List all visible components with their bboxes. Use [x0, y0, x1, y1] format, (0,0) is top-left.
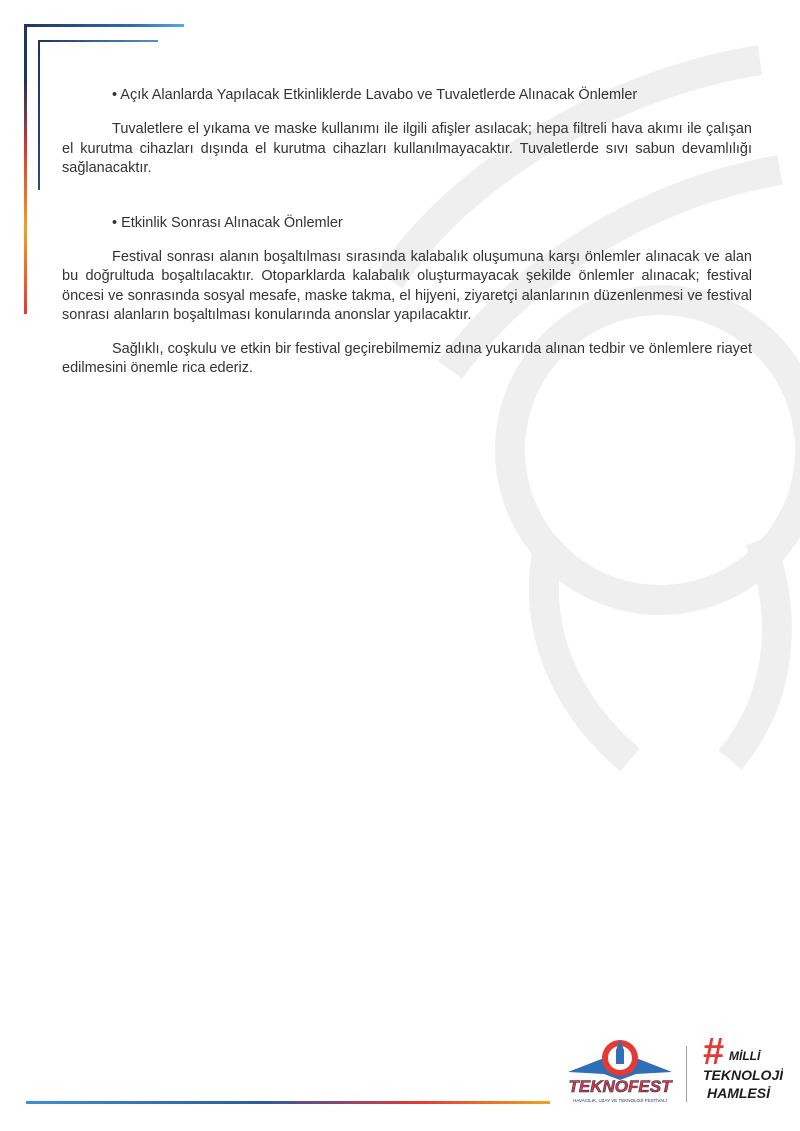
section-heading-restrooms: • Açık Alanlarda Yapılacak Etkinliklerde Lavabo ve Tuvaletlerde Alınacak Önlemler: [112, 87, 638, 103]
frame-top-outer-line: [24, 24, 184, 27]
mth-line-2: TEKNOLOJİ: [703, 1067, 783, 1083]
section-paragraph-restrooms: Tuvaletlere el yıkama ve maske kullanımı ile ilgili afişler asılacak; hepa filtreli hava akımı ile çalışan el kurutma cihazları dışında el kurutma cihazları kullanılmayacaktır. Tuvaletlerde sıvı sabun devamlılığı sağlanacaktır.: [62, 121, 752, 176]
milli-teknoloji-hamlesi-logo: [697, 1030, 783, 1112]
frame-left-inner-line: [38, 40, 40, 190]
frame-top-inner-line: [38, 40, 158, 42]
teknofest-wordmark: TEKNOFEST: [568, 1077, 672, 1096]
mth-line-3: HAMLESİ: [707, 1085, 770, 1101]
teknofest-subtitle: HAVACILIK, UZAY VE TEKNOLOJİ FESTİVALİ: [573, 1098, 667, 1103]
teknofest-logo: [564, 1028, 676, 1110]
hashtag-icon: #: [703, 1031, 725, 1073]
mth-line-1: MİLLİ: [729, 1049, 761, 1063]
logo-divider: [686, 1046, 687, 1102]
document-body: [62, 84, 752, 379]
closing-paragraph: Sağlıklı, coşkulu ve etkin bir festival geçirebilmemiz adına yukarıda alınan tedbir ve önlemlere riayet edilmesini önemle rica ederiz.: [62, 340, 752, 376]
section-heading-after-event: • Etkinlik Sonrası Alınacak Önlemler: [112, 214, 343, 231]
section-paragraph-after-event: Festival sonrası alanın boşaltılması sırasında kalabalık oluşumuna karşı önlemler alınacak ve alan bu doğrultuda boşaltılacaktır. Otoparklarda kalabalık oluşturmayacak şekilde önlemler alınacak; festival öncesi ve sonrasında sosyal mesafe, maske takma, el hijyeni, ziyaretçi alanlarının düzenlenmesi ve festival sonrası alanların boşaltılması konularında anonslar yapılacaktır.: [62, 248, 752, 323]
footer-color-line: [26, 1101, 550, 1104]
frame-left-outer-line: [24, 24, 27, 314]
